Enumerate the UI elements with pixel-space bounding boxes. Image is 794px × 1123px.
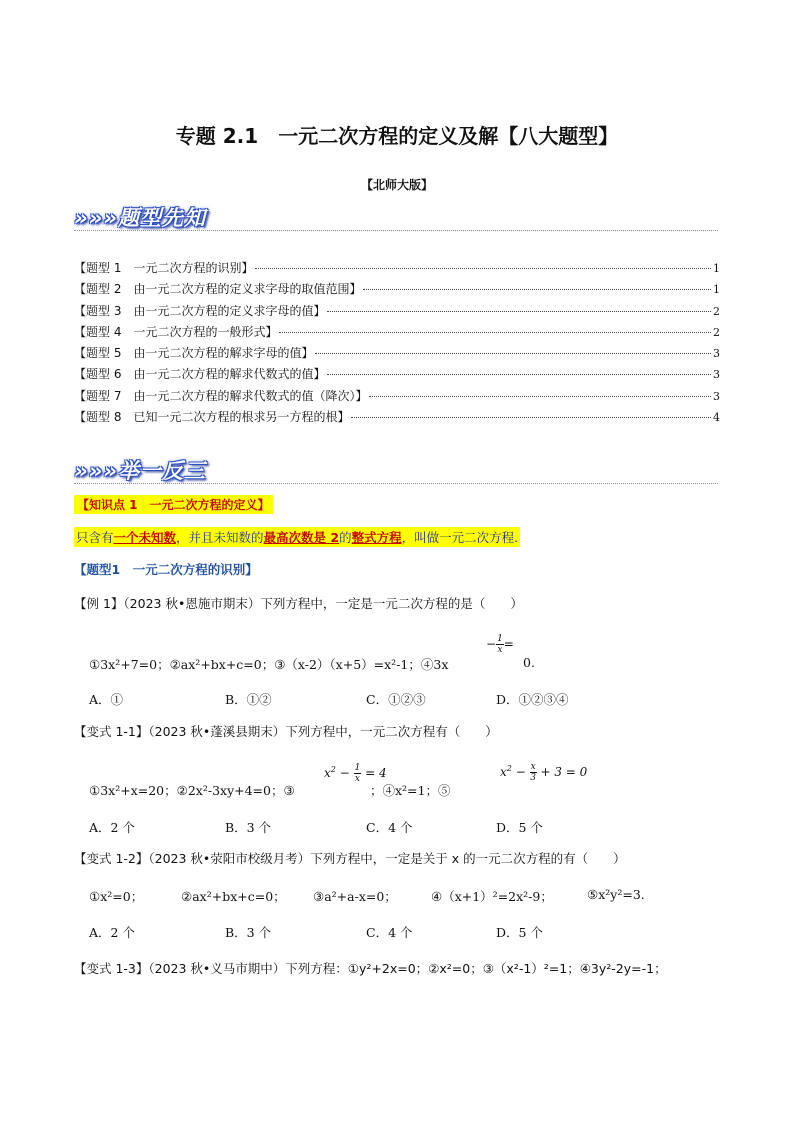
divider [74, 230, 718, 231]
banner-practice: »»»举一反三 [74, 459, 206, 483]
banner-toc: »»»题型先知 [74, 206, 206, 230]
toc-item[interactable]: 【题型 1 一元二次方程的识别】 1 [74, 261, 720, 275]
edition-label: 【北师大版】 [360, 178, 433, 192]
toc-item[interactable]: 【题型 7 由一元二次方程的解求代数式的值（降次）】 3 [74, 388, 720, 403]
section-heading: 【题型1 一元二次方程的识别】 [74, 562, 258, 577]
toc-item[interactable]: 【题型 2 由一元二次方程的定义求字母的取值范围】 1 [74, 282, 720, 297]
option-b[interactable]: B．3 个 [225, 925, 272, 940]
option-c[interactable]: C．4 个 [366, 925, 413, 940]
option-d[interactable]: D．5 个 [496, 820, 543, 835]
fraction-term: − $\frac{1}{x}$ = [486, 634, 514, 655]
option-b[interactable]: B．①② [225, 692, 272, 707]
toc-item[interactable]: 【题型 8 已知一元二次方程的根求另一方程的根】 4 [74, 410, 720, 425]
toc-item[interactable]: 【题型 5 由一元二次方程的解求字母的值】 3 [74, 346, 720, 361]
option-d[interactable]: D．5 个 [496, 925, 543, 940]
option-b[interactable]: B．3 个 [225, 820, 272, 835]
table-of-contents [74, 259, 720, 429]
toc-item[interactable]: 【题型 4 一元二次方程的一般形式】 2 [74, 324, 720, 339]
question-stem: 【变式 1-3】（2023 秋•义马市期中）下列方程：①y²+2x=0；②x²=0；③（x²-1）²=1；④3y²-2y=-1； [74, 961, 667, 976]
option-a[interactable]: A．2 个 [89, 820, 135, 835]
page-title: 专题 2.1 一元二次方程的定义及解【八大题型】 [175, 124, 619, 148]
toc-item[interactable]: 【题型 6 由一元二次方程的解求代数式的值】 3 [74, 367, 720, 382]
divider [74, 483, 718, 484]
option-a[interactable]: A．① [89, 692, 124, 707]
toc-item[interactable]: 【题型 3 由一元二次方程的定义求字母的值】 2 [74, 303, 720, 318]
equation-tail: 0. [523, 655, 535, 670]
equation-item: ①x²=0； [89, 889, 144, 904]
question-stem: 【变式 1-1】（2023 秋•蓬溪县期末）下列方程中，一元二次方程有（ ） [74, 724, 498, 739]
knowledge-point-label: 【知识点 1 一元二次方程的定义】 [74, 495, 273, 514]
option-c[interactable]: C．①②③ [366, 692, 426, 707]
definition-text: 只含有一个未知数，并且未知数的最高次数是 2的整式方程，叫做一元二次方程. [74, 527, 520, 547]
equation-line: ①3x²+x=20；②2x²-3xy+4=0；③ [89, 783, 295, 798]
equation-line-continued: ；④x²=1；⑤ [370, 783, 451, 798]
question-stem: 【变式 1-2】（2023 秋•荥阳市校级月考）下列方程中，一定是关于 x 的一元二次方程的有（ ） [74, 851, 626, 866]
equation-image: $x^2$ − $\frac{1}{x}$ = 4 [324, 763, 387, 784]
option-d[interactable]: D．①②③④ [496, 692, 569, 707]
equation-image: $x^2$ − $\frac{x}{3}$ + 3 = 0 [500, 762, 588, 783]
question-stem: 【例 1】（2023 秋•恩施市期末）下列方程中，一定是一元二次方程的是（ ） [74, 596, 523, 611]
equation-item: ④（x+1）²=2x²-9； [431, 889, 553, 904]
equation-item: ③a²+a-x=0； [313, 889, 397, 904]
equation-item: ⑤x²y²=3. [587, 887, 645, 902]
option-c[interactable]: C．4 个 [366, 820, 413, 835]
equation-item: ②ax²+bx+c=0； [181, 889, 286, 904]
equation-line: ①3x²+7=0；②ax²+bx+c=0；③（x-2）（x+5）=x²-1；④3x [89, 657, 449, 672]
option-a[interactable]: A．2 个 [89, 925, 135, 940]
